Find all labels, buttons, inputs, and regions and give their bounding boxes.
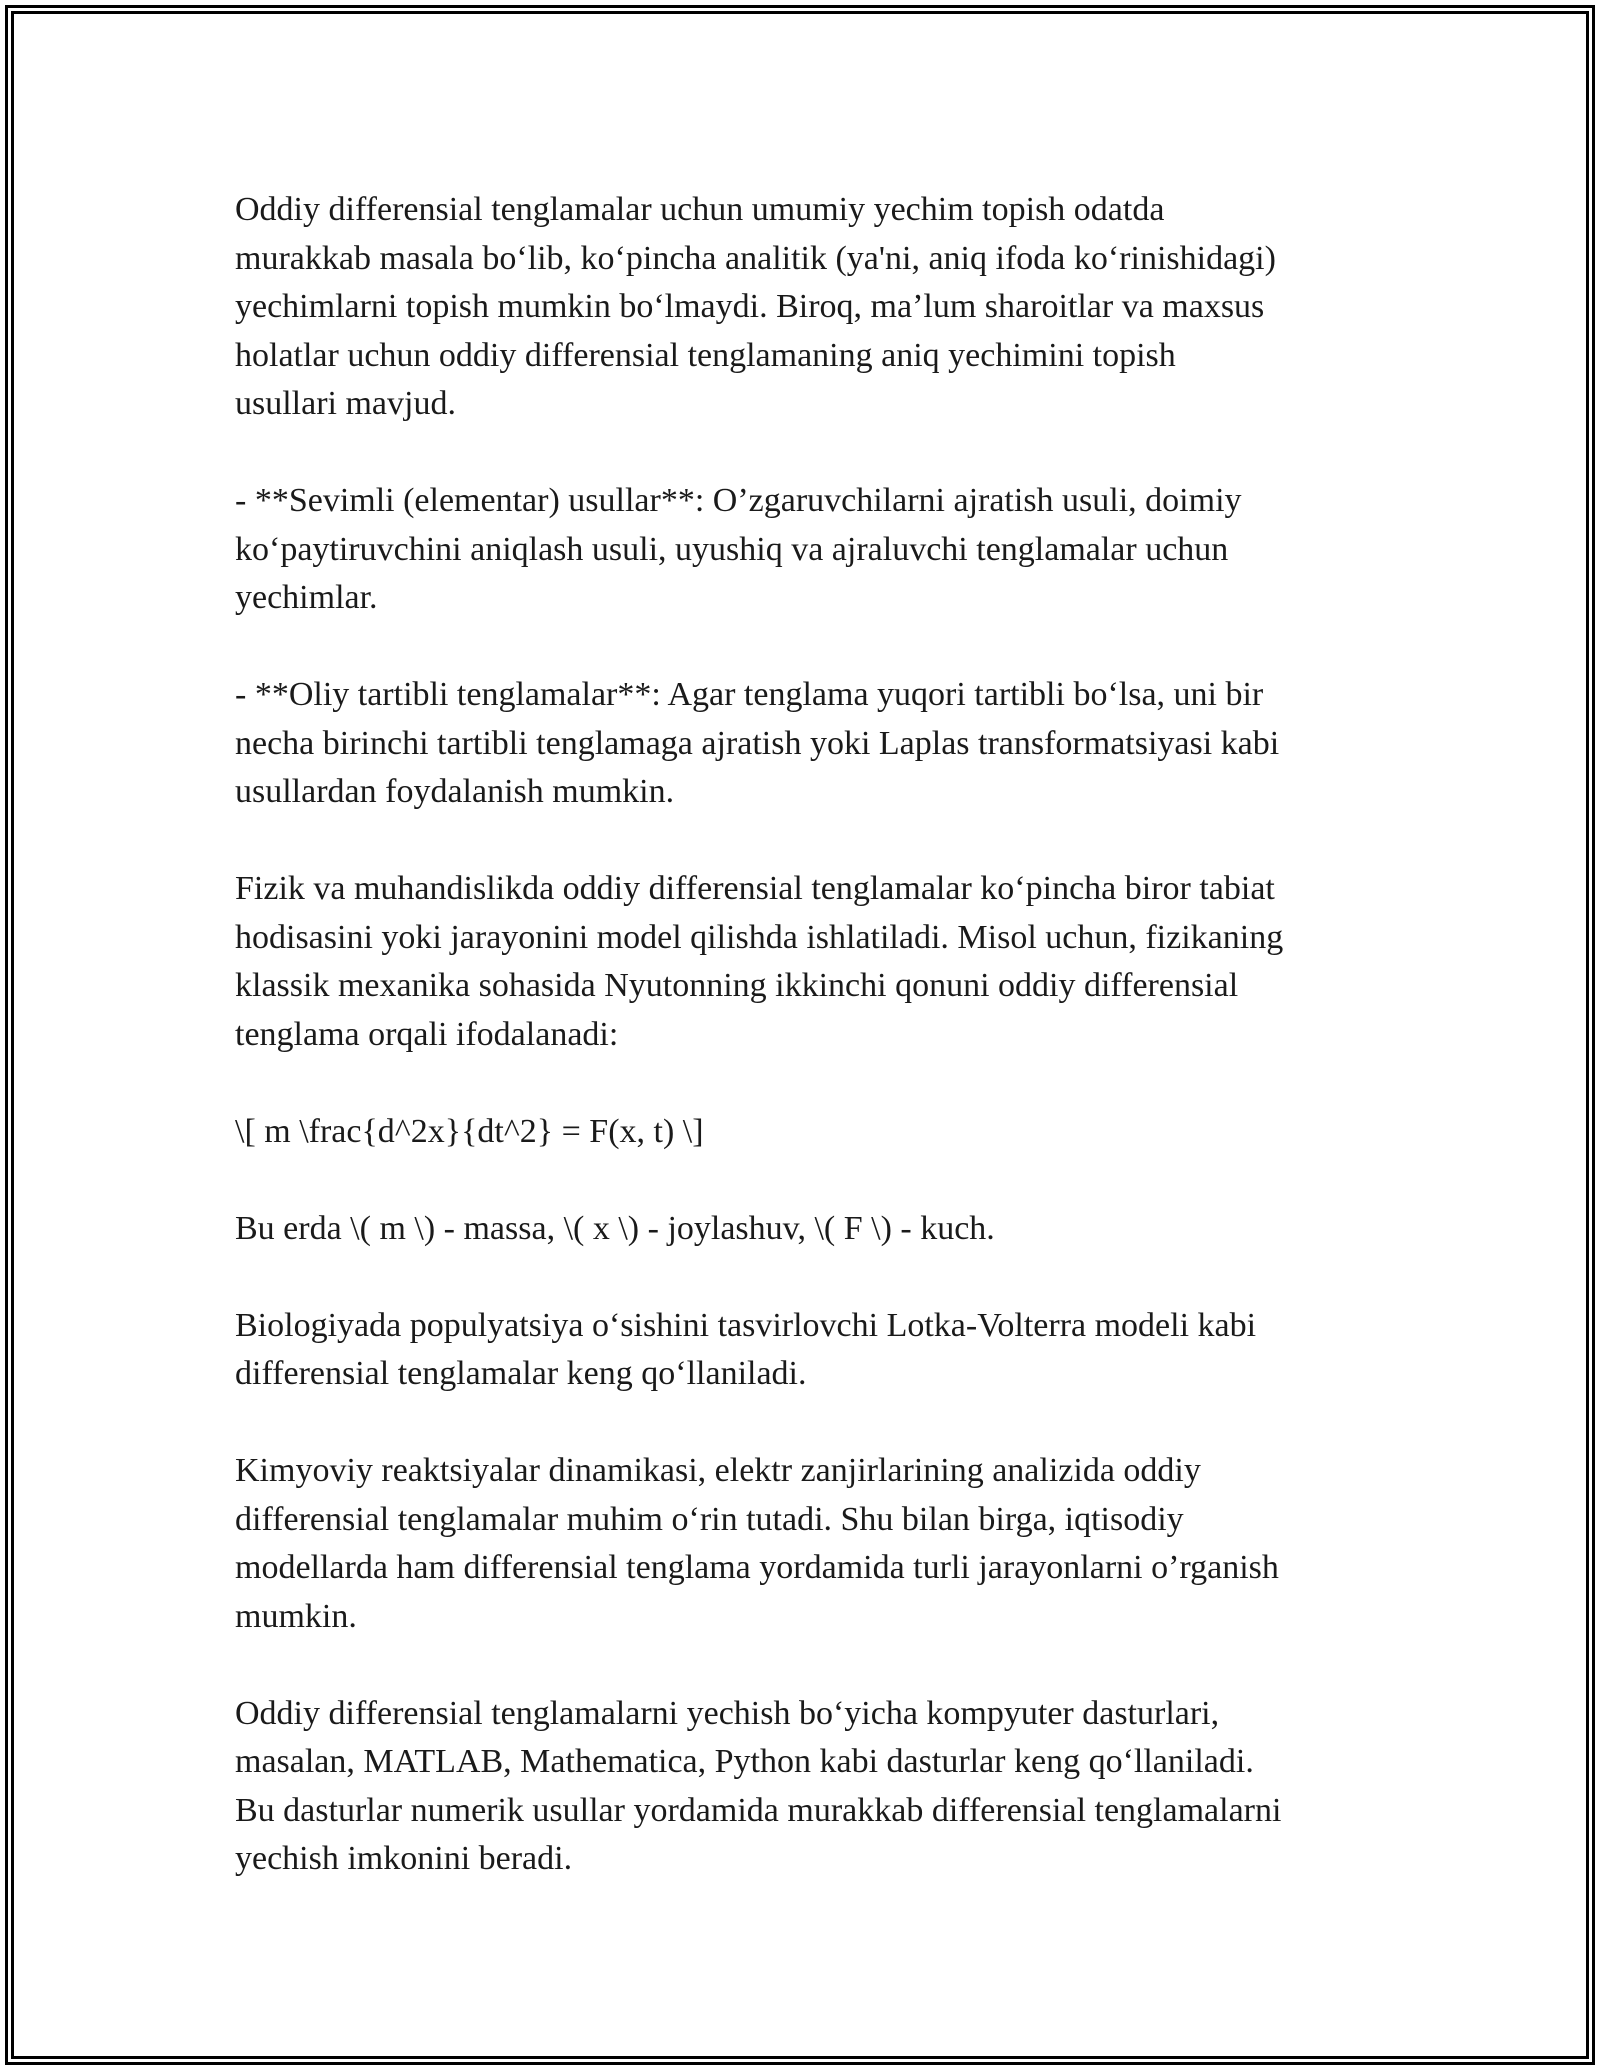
paragraph-chemistry-economics: Kimyoviy reaktsiyalar dinamikasi, elektr zanjirlarining analizida oddiy differensial tenglamalar muhim o‘rin tutadi. Shu bilan birga, iqtisodiy modellarda ham differensial tenglama yordamida turli jarayonlarni o’rganish mumkin. (235, 1452, 1279, 1635)
paragraph-variable-definitions: Bu erda \( m \) - massa, \( x \) - joylashuv, \( F \) - kuch. (235, 1209, 995, 1247)
paragraph-general-solution: Oddiy differensial tenglamalar uchun umumiy yechim topish odatda murakkab masala bo‘lib, ko‘pincha analitik (ya'ni, aniq ifoda ko‘rinishidagi) yechimlarni topish mumkin bo‘lmaydi. Biroq, ma’lum sharoitlar va maxsus holatlar uchun oddiy differensial tenglamaning aniq yechimini topish usullari mavjud. (235, 191, 1276, 422)
paragraph-higher-order: - **Oliy tartibli tenglamalar**: Agar tenglama yuqori tartibli bo‘lsa, uni bir necha birinchi tartibli tenglamaga ajratish yoki Laplas transformatsiyasi kabi usullardan foydalanish mumkin. (235, 676, 1280, 810)
paragraph-newton-equation: \[ m \frac{d^2x}{dt^2} = F(x, t) \] (235, 1112, 704, 1150)
paragraph-biology: Biologiyada populyatsiya o‘sishini tasvirlovchi Lotka-Volterra modeli kabi differensial tenglamalar keng qo‘llaniladi. (235, 1306, 1257, 1392)
paragraph-elementary-methods: - **Sevimli (elementar) usullar**: O’zgaruvchilarni ajratish usuli, doimiy ko‘paytiruvchini aniqlash usuli, uyushiq va ajraluvchi tenglamalar uchun yechimlar. (235, 482, 1242, 616)
paragraph-physics: Fizik va muhandislikda oddiy differensial tenglamalar ko‘pincha biror tabiat hodisasini yoki jarayonini model qilishda ishlatiladi. Misol uchun, fizikaning klassik mexanika sohasida Nyutonning ikkinchi qonuni oddiy differensial tenglama orqali ifodalanadi: (235, 870, 1284, 1053)
document-body (235, 186, 1385, 1884)
paragraph-software: Oddiy differensial tenglamalarni yechish bo‘yicha kompyuter dasturlari, masalan, MATLAB, Mathematica, Python kabi dasturlar keng qo‘llaniladi. Bu dasturlar numerik usullar yordamida murakkab differensial tenglamalarni yechish imkonini beradi. (235, 1694, 1282, 1877)
